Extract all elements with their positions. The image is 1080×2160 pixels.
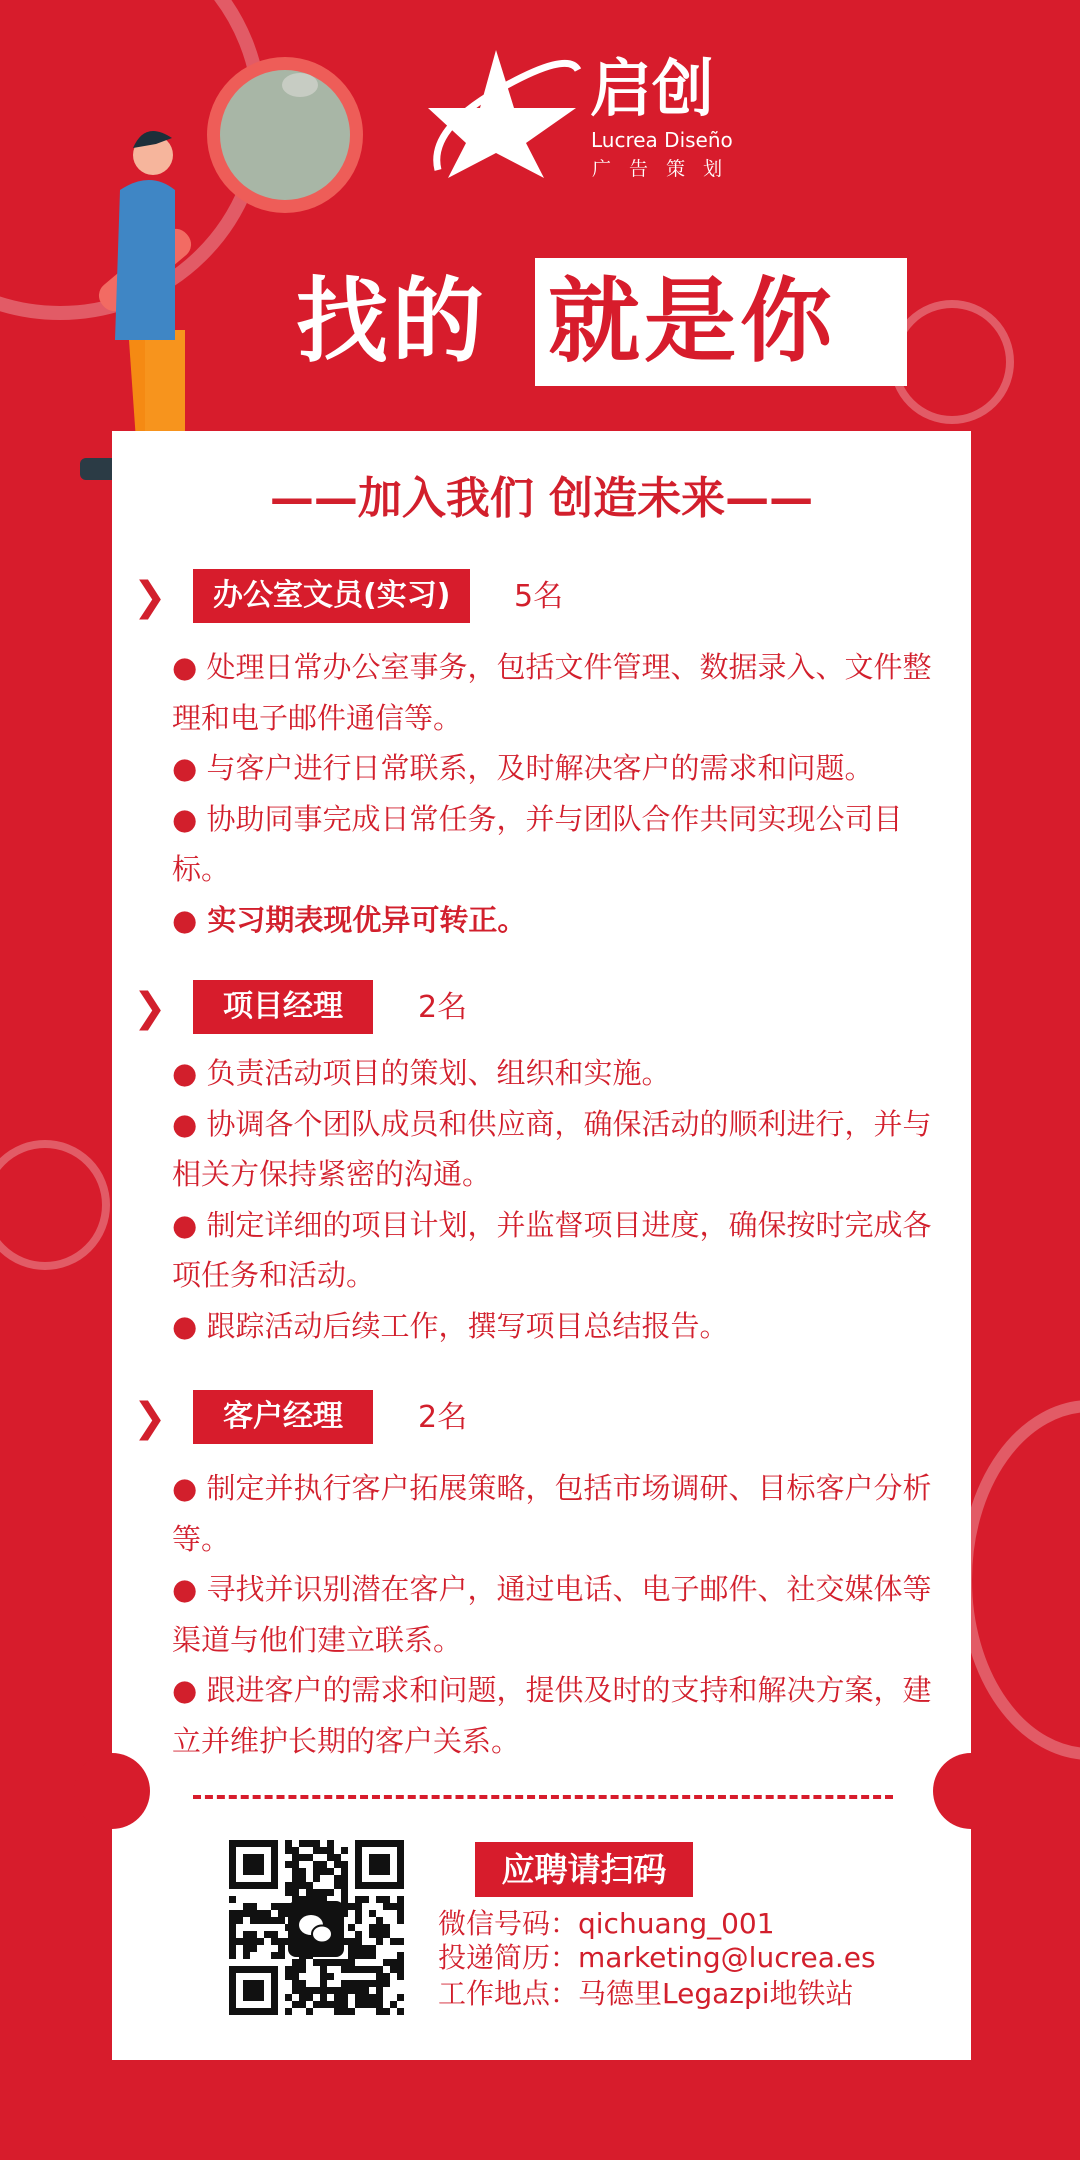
brand-name-cn: 启创 (590, 52, 715, 125)
subtitle: ——加入我们 创造未来—— (269, 473, 814, 524)
position-header-office-clerk (112, 569, 971, 625)
duty-item: ● 制定详细的项目计划，并监督项目进度，确保按时完成各项任务和活动。 (172, 1207, 932, 1292)
brand-name-en: Lucrea Diseño (591, 128, 733, 152)
duty-item: ● 实习期表现优异可转正。 (172, 902, 527, 937)
brand-tagline: 广 告 策 划 (592, 158, 729, 180)
headline-part1: 找的 (296, 268, 489, 375)
duty-item: ● 跟踪活动后续工作，撰写项目总结报告。 (172, 1308, 729, 1343)
duty-item: ● 与客户进行日常联系，及时解决客户的需求和问题。 (172, 751, 874, 785)
position-header-account-manager (112, 1390, 971, 1446)
position-count: 2名 (418, 990, 468, 1025)
position-count: 5名 (514, 579, 564, 614)
position-title: 办公室文员(实习) (193, 569, 470, 623)
wechat-icon (288, 1901, 344, 1957)
duty-list (172, 642, 932, 945)
star-logo-icon (428, 50, 588, 180)
duty-list (172, 1463, 932, 1766)
chevron-right-icon: ❯ (133, 574, 167, 620)
duty-item: ● 负责活动项目的策划、组织和实施。 (172, 1056, 671, 1090)
ticket-notch-left (74, 1753, 150, 1829)
position-count: 2名 (418, 1400, 468, 1435)
duty-item: ● 协调各个团队成员和供应商，确保活动的顺利进行，并与相关方保持紧密的沟通。 (172, 1106, 932, 1191)
headline-part2: 就是你 (548, 268, 837, 375)
wechat-id: 微信号码：qichuang_001 (438, 1907, 775, 1940)
ticket-notch-right (933, 1753, 1009, 1829)
position-title: 客户经理 (193, 1390, 373, 1444)
duty-item: ● 寻找并识别潜在客户，通过电话、电子邮件、社交媒体等渠道与他们建立联系。 (172, 1572, 932, 1657)
chevron-right-icon: ❯ (133, 985, 167, 1031)
brand-logo (428, 50, 748, 180)
duty-list (172, 1048, 932, 1351)
duty-item: ● 制定并执行客户拓展策略，包括市场调研、目标客户分析等。 (172, 1471, 932, 1556)
job-card (112, 431, 971, 2060)
duty-item: ● 跟进客户的需求和问题，提供及时的支持和解决方案，建立并维护长期的客户关系。 (172, 1673, 932, 1758)
resume-email: 投递简历：marketing@lucrea.es (438, 1941, 876, 1974)
work-location: 工作地点：马德里Legazpi地铁站 (438, 1977, 854, 2010)
chevron-right-icon: ❯ (133, 1395, 167, 1441)
duty-item: ● 处理日常办公室事务，包括文件管理、数据录入、文件整理和电子邮件通信等。 (172, 650, 932, 735)
position-title: 项目经理 (193, 980, 373, 1034)
dashed-divider (193, 1795, 893, 1799)
decor-ring (0, 1135, 115, 1275)
duty-item: ● 协助同事完成日常任务，并与团队合作共同实现公司目标。 (172, 801, 903, 886)
position-header-project-manager (112, 980, 971, 1036)
scan-to-apply-label: 应聘请扫码 (475, 1842, 693, 1897)
